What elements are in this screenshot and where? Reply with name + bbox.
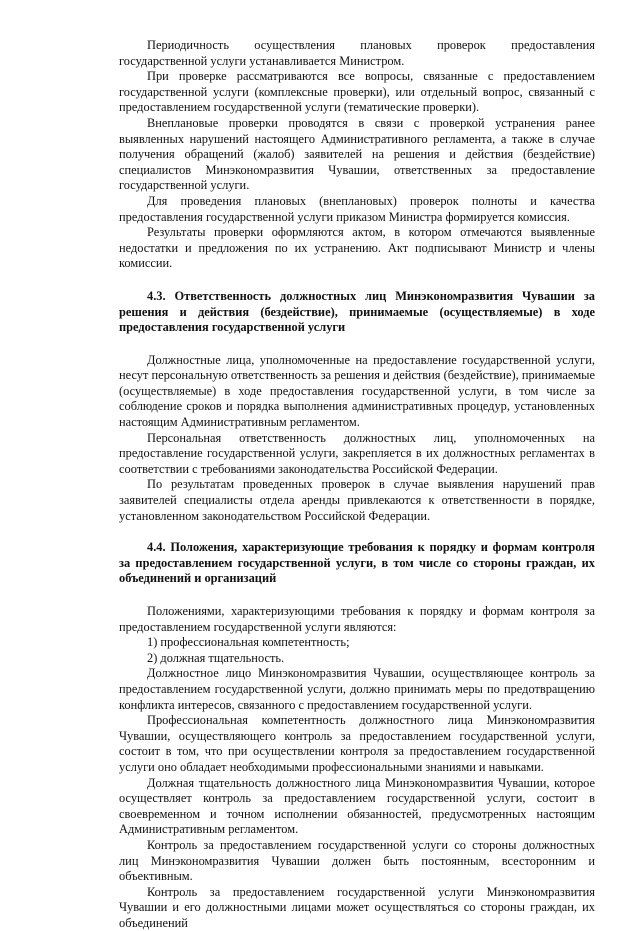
paragraph-check-results: Результаты проверки оформляются актом, в котором отмечаются выявленные недостатки и предложения по их устранению. Акт подписывают Министр и члены комиссии. xyxy=(119,225,595,271)
paragraph-diligence-definition: Должная тщательность должностного лица Минэкономразвития Чувашии, которое осуществляет контроль за предоставлением государственной услуги, состоит в своевременном и точном исполнении обязанностей, предусмотренных настоящим Административным регламентом. xyxy=(119,775,595,837)
document-page xyxy=(119,38,595,931)
section-heading-4-4: 4.4. Положения, характеризующие требования к порядку и формам контроля за предоставлением государственной услуги, в том числе со стороны граждан, их объединений и организаций xyxy=(119,540,595,586)
spacer xyxy=(119,272,595,289)
paragraph-officials-responsibility: Должностные лица, уполномоченные на предоставление государственной услуги, несут персональную ответственность за решения и действия (бездействие), принимаемые (осуществляемые) в ходе предоставления государственной услуги, в том числе за соблюдение сроков и порядка выполнения административных процедур, установленных настоящим Административным регламентом. xyxy=(119,352,595,430)
paragraph-unscheduled-checks: Внеплановые проверки проводятся в связи с проверкой устранения ранее выявленных нарушений настоящего Административного регламента, а также в случае получения обращений (жалоб) заявителей на решения и действия (бездействие) специалистов Минэкономразвития Чувашии, ответственных за предоставление государственной услуги. xyxy=(119,115,595,193)
spacer xyxy=(119,524,595,540)
paragraph-planned-checks-periodicity: Периодичность осуществления плановых проверок предоставления государственной услуги устанавливается Министром. xyxy=(119,38,595,68)
paragraph-violations-liability: По результатам проведенных проверок в случае выявления нарушений прав заявителей специалисты отдела аренды привлекаются к ответственности в порядке, установленном законодательством Российской Федерации. xyxy=(119,477,595,523)
paragraph-control-requirements: Положениями, характеризующими требования к порядку и формам контроля за предоставлением государственной услуги являются: xyxy=(119,604,595,634)
paragraph-commission: Для проведения плановых (внеплановых) проверок полноты и качества предоставления государственной услуги приказом Министра формируется комиссия. xyxy=(119,193,595,224)
list-item-professional-competence: 1) профессиональная компетентность; xyxy=(147,635,350,650)
paragraph-public-control: Контроль за предоставлением государственной услуги Минэкономразвития Чувашии и его должностными лицами может осуществляться со стороны граждан, их объединений xyxy=(119,884,595,930)
paragraph-competence-definition: Профессиональная компетентность должностного лица Минэкономразвития Чувашии, осуществляющего контроль за предоставлением государственной услуги, состоит в том, что при осуществлении контроля за предоставлением государственной услуги оно обладает необходимыми профессиональными знаниями и навыками. xyxy=(119,713,595,774)
list-item-due-diligence: 2) должная тщательность. xyxy=(147,650,285,665)
spacer xyxy=(119,336,595,353)
paragraph-conflict-of-interest: Должностное лицо Минэкономразвития Чувашии, осуществляющее контроль за предоставлением государственной услуги, должно принимать меры по предотвращению конфликта интересов, связанного с предоставлением государственной услуги. xyxy=(119,666,595,712)
paragraph-personal-responsibility: Персональная ответственность должностных лиц, уполномоченных на предоставление государственной услуги, закрепляется в их должностных регламентах в соответствии с требованиями законодательства Российской Федерации. xyxy=(119,430,595,476)
paragraph-control-nature: Контроль за предоставлением государственной услуги со стороны должностных лиц Минэкономразвития Чувашии должен быть постоянным, всесторонним и объективным. xyxy=(119,837,595,884)
spacer xyxy=(119,587,595,604)
section-heading-4-3: 4.3. Ответственность должностных лиц Минэкономразвития Чувашии за решения и действия (бездействие), принимаемые (осуществляемые) в ходе предоставления государственной услуги xyxy=(119,288,595,335)
paragraph-check-scope: При проверке рассматриваются все вопросы, связанные с предоставлением государственной услуги (комплексные проверки), или отдельный вопрос, связанный с предоставлением государственной услуги (тематические проверки). xyxy=(119,69,595,115)
